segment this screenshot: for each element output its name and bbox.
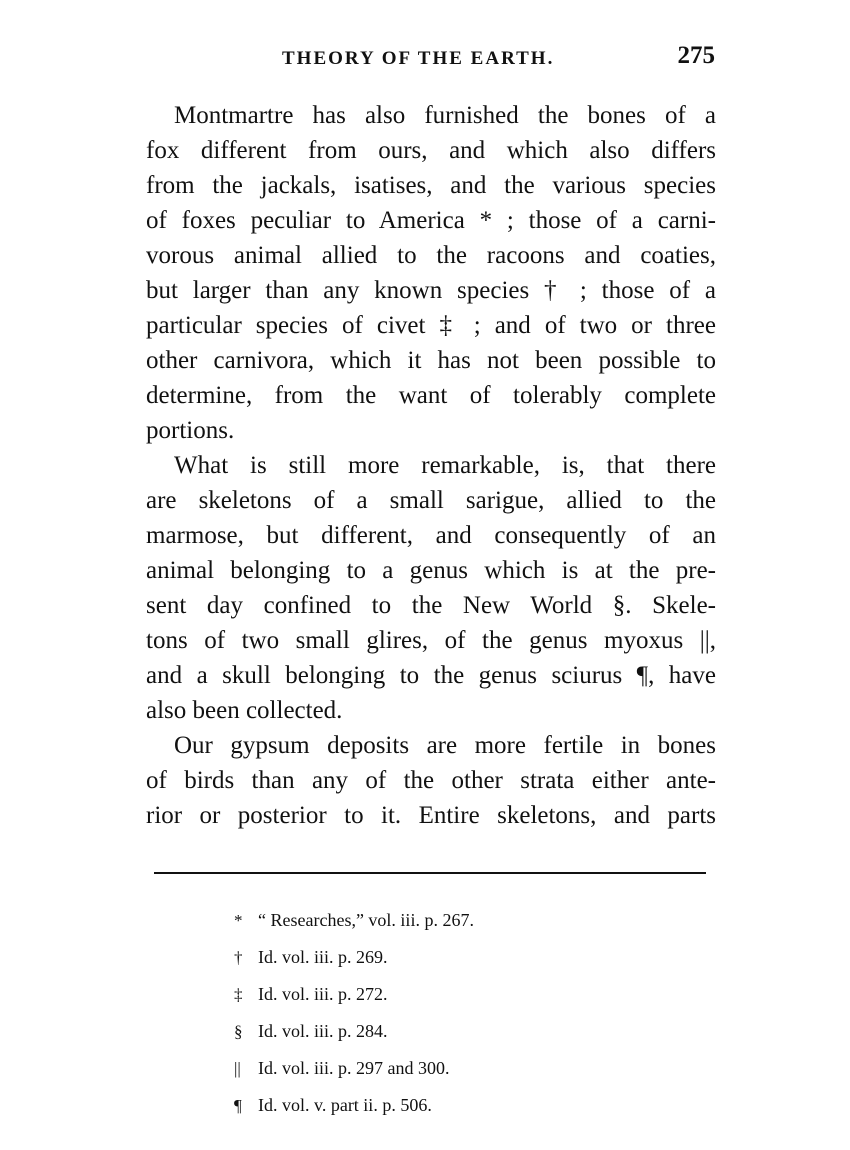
page-number: 275 <box>677 42 715 69</box>
footnote-mark: ¶ <box>234 1096 242 1115</box>
footnote <box>234 1087 654 1124</box>
text-line: What is still more remarkable, is, that there <box>174 452 716 479</box>
text-line: also been collected. <box>146 697 343 724</box>
footnote-text: Id. vol. iii. p. 272. <box>258 984 388 1004</box>
footnote-text: Id. vol. iii. p. 269. <box>258 947 388 967</box>
text-line: portions. <box>146 417 235 444</box>
text-line: tons of two small glires, of the genus myoxus ||, <box>146 627 716 654</box>
footnote-mark: ‡ <box>234 985 243 1004</box>
paragraph <box>146 98 716 448</box>
running-head <box>150 44 715 74</box>
footnote-mark: || <box>234 1059 241 1078</box>
footnote-mark: † <box>234 948 243 967</box>
text-line: and a skull belonging to the genus sciurus ¶, have <box>146 662 716 689</box>
running-title: THEORY OF THE EARTH. <box>282 48 555 69</box>
text-line: sent day confined to the New World §. Skele- <box>146 592 716 619</box>
paragraph <box>146 448 716 728</box>
text-line: of birds than any of the other strata either ante- <box>146 767 716 794</box>
text-line: animal belonging to a genus which is at the pre- <box>146 557 716 584</box>
text-line: vorous animal allied to the racoons and coaties, <box>146 242 716 269</box>
footnote <box>234 939 654 976</box>
footnote <box>234 1013 654 1050</box>
text-line: fox different from ours, and which also differs <box>146 137 716 164</box>
body-text <box>146 98 716 833</box>
text-line: marmose, but different, and consequently of an <box>146 522 716 549</box>
footnote-mark: * <box>234 911 243 930</box>
text-line: other carnivora, which it has not been possible to <box>146 347 716 374</box>
text-line: Our gypsum deposits are more fertile in bones <box>174 732 716 759</box>
text-line: rior or posterior to it. Entire skeletons, and parts <box>146 802 716 829</box>
footnote-rule <box>154 872 706 874</box>
footnote-text: “ Researches,” vol. iii. p. 267. <box>258 910 474 930</box>
footnote <box>234 902 654 939</box>
footnote-text: Id. vol. iii. p. 297 and 300. <box>258 1058 450 1078</box>
text-line: of foxes peculiar to America * ; those of a carni- <box>146 207 716 234</box>
paragraph <box>146 728 716 833</box>
footnote <box>234 1050 654 1087</box>
text-line: Montmartre has also furnished the bones of a <box>174 102 716 129</box>
text-line: from the jackals, isatises, and the various species <box>146 172 716 199</box>
text-line: are skeletons of a small sarigue, allied to the <box>146 487 716 514</box>
text-line: determine, from the want of tolerably complete <box>146 382 716 409</box>
footnote <box>234 976 654 1013</box>
footnote-text: Id. vol. v. part ii. p. 506. <box>258 1095 432 1115</box>
text-line: but larger than any known species † ; those of a <box>146 277 716 304</box>
footnote-text: Id. vol. iii. p. 284. <box>258 1021 388 1041</box>
footnotes <box>234 902 654 1124</box>
footnote-mark: § <box>234 1022 243 1041</box>
text-line: particular species of civet ‡ ; and of two or three <box>146 312 716 339</box>
